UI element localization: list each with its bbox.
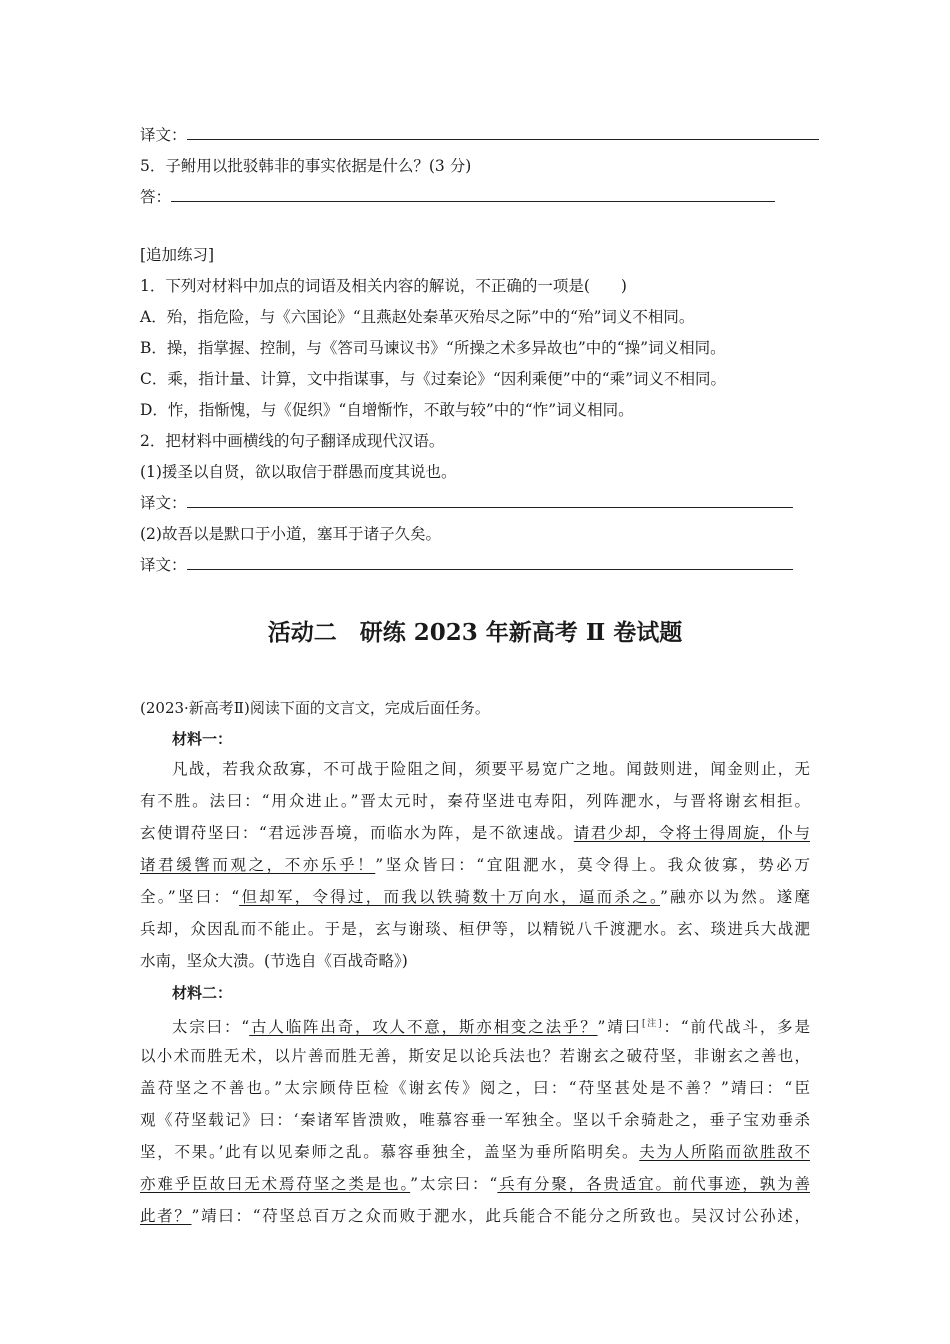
text-span: 全。”坚曰：“ — [140, 888, 240, 906]
underlined-sentence: 夫为人所陷而欲胜敌不 — [639, 1143, 810, 1161]
material-1-line: 水南，坚众大溃。(节选自《百战奇略》) — [140, 952, 408, 970]
material-1-line: 有不胜。法曰：“用众进止。”晋太元时，秦苻坚进屯寿阳，列阵淝水，与晋将谢玄相拒。 — [140, 792, 810, 810]
option-b: B．操，指掌握、控制，与《答司马谏议书》“所操之术多异故也”中的“操”词义相同。 — [140, 339, 726, 357]
translation-answer-line — [140, 124, 819, 146]
underlined-sentence: 亦难乎臣故曰无术焉苻坚之类是也。 — [140, 1175, 411, 1193]
text-span: ：“前代战斗，多是 — [661, 1018, 810, 1037]
answer-blank[interactable] — [187, 555, 793, 570]
underlined-sentence: 此者？ — [140, 1207, 192, 1225]
material-2-line — [140, 1141, 810, 1163]
answer-line-q5 — [140, 186, 775, 208]
material-1-line — [140, 854, 810, 876]
extra-question-2: 2．把材料中画横线的句子翻译成现代汉语。 — [140, 432, 445, 450]
option-a: A．殆，指危险，与《六国论》“且燕赵处秦革灭殆尽之际”中的“殆”词义不相同。 — [140, 308, 695, 326]
text-span: ”靖曰：“苻坚总百万之众而败于淝水，此兵能合不能分之所致也。吴汉讨公孙述， — [191, 1207, 810, 1225]
material-1-line: 兵却，众因乱而不能止。于是，玄与谢琰、桓伊等，以精锐八千渡淝水。玄、琰进兵大战淝 — [140, 920, 810, 938]
extra-practice-header: [追加练习] — [140, 246, 215, 264]
text-span: ”靖曰 — [597, 1018, 642, 1037]
material-2-label: 材料二： — [172, 984, 233, 1002]
text-span: ”融亦以为然。遂麾 — [659, 888, 810, 906]
text-span: 太宗曰：“ — [172, 1018, 250, 1037]
answer-blank[interactable] — [187, 125, 819, 140]
material-1-line: 凡战，若我众敌寡，不可战于险阻之间，须要平易宽广之地。闻鼓则进，闻金则止，无 — [172, 760, 810, 778]
question-5: 5．子鲋用以批驳韩非的事实依据是什么？(3 分) — [140, 157, 472, 175]
section-title: 活动二 研练 2023 年新高考 Ⅱ 卷试题 — [267, 619, 683, 646]
underlined-sentence: 诸君缓辔而观之，不亦乐乎！ — [140, 856, 376, 874]
text-span: ”坚众皆曰：“宜阻淝水，莫令得上。我众彼寡，势必万 — [375, 856, 810, 874]
underlined-sentence: 但却军，令得过，而我以铁骑数十万向水，逼而杀之。 — [239, 888, 660, 906]
translation-line-1 — [140, 492, 793, 514]
sentence-2: (2)故吾以是默口于小道，塞耳于诸子久矣。 — [140, 525, 441, 543]
material-2-line — [172, 1013, 810, 1038]
translation-label: 译文： — [140, 494, 187, 512]
underlined-sentence: 古人临阵出奇，攻人不意，斯亦相变之法乎？ — [249, 1018, 598, 1037]
text-span: 坚，不果。’此有以见秦师之乱。慕容垂独全，盖坚为垂所陷明矣。 — [140, 1143, 640, 1161]
underlined-sentence: 兵有分聚，各贵适宜。前代事迹，孰为善 — [497, 1175, 810, 1193]
answer-label: 答： — [140, 188, 172, 206]
option-d: D．怍，指惭愧，与《促织》“自增惭怍，不敢与较”中的“怍”词义相同。 — [140, 401, 634, 419]
text-span: 玄使谓苻坚曰：“君远涉吾境，而临水为阵，是不欲速战。 — [140, 824, 574, 842]
answer-blank[interactable] — [171, 187, 775, 202]
translation-line-2 — [140, 554, 793, 576]
translation-label: 译文： — [140, 556, 187, 574]
material-1-line — [140, 822, 810, 844]
answer-blank[interactable] — [187, 493, 793, 508]
text-span: ”太宗曰：“ — [410, 1175, 498, 1193]
underlined-sentence: 请君少却，令将士得周旋，仆与 — [573, 824, 810, 842]
material-2-line: 观《苻坚载记》曰：‘秦诸军皆溃败，唯慕容垂一军独全。坚以千余骑赴之，垂子宝劝垂杀 — [140, 1111, 810, 1129]
extra-question-1: 1．下列对材料中加点的词语及相关内容的解说，不正确的一项是( ) — [140, 277, 627, 295]
material-2-line: 盖苻坚之不善也。”太宗顾侍臣检《谢玄传》阅之，曰：“苻坚甚处是不善？”靖曰：“臣 — [140, 1079, 810, 1097]
option-c: C．乘，指计量、计算，文中指谋事，与《过秦论》“因利乘便”中的“乘”词义不相同。 — [140, 370, 727, 388]
material-2-line — [140, 1205, 810, 1227]
material-1-label: 材料一： — [172, 730, 233, 748]
material-2-line: 以小术而胜无术，以片善而胜无善，斯安足以论兵法也？若谢玄之破苻坚，非谢玄之善也， — [140, 1047, 810, 1065]
reading-intro: (2023·新高考Ⅱ)阅读下面的文言文，完成后面任务。 — [140, 699, 490, 717]
footnote-marker: [注] — [641, 1019, 662, 1029]
translation-label: 译文： — [140, 126, 187, 144]
material-1-line — [140, 886, 810, 908]
material-2-line — [140, 1173, 810, 1195]
sentence-1: (1)援圣以自贤，欲以取信于群愚而度其说也。 — [140, 463, 457, 481]
